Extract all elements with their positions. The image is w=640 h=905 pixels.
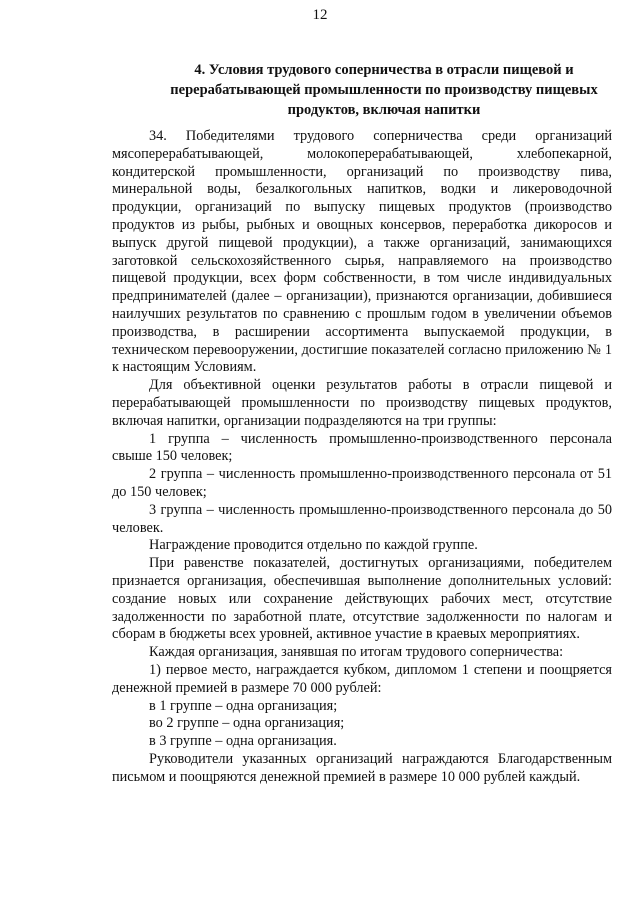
- page-number: 12: [312, 7, 328, 23]
- paragraph-groups-intro: Для объективной оценки результатов работы в отрасли пищевой и перерабатывающей промышленности по производству пищевых продуктов, включая напитки, организации подразделяются на три группы:: [112, 377, 612, 429]
- paragraph-group-3: 3 группа – численность промышленно-производственного персонала до 50 человек.: [112, 501, 612, 536]
- list-item-group-3: в 3 группе – одна организация.: [149, 733, 337, 750]
- list-item-group-2: во 2 группе – одна организация;: [149, 715, 345, 732]
- section-heading: 4. Условия трудового соперничества в отрасли пищевой и перерабатывающей промышленности по производству пищевых продуктов, включая напитки: [170, 62, 598, 118]
- list-item-group-1: в 1 группе – одна организация;: [149, 697, 338, 714]
- paragraph-tie-break: При равенстве показателей, достигнутых организациями, победителем признается организация, обеспечившая выполнение дополнительных условий: создание новых или сохранение действующих рабочих мест, отсутствие задолженности по заработной плате, отсутствие задолженности по налогам и сборам в бюджеты всех уровней, активное участие в краевых мероприятиях.: [112, 555, 612, 643]
- paragraph-group-2: 2 группа – численность промышленно-производственного персонала от 51 до 150 человек;: [112, 466, 612, 500]
- paragraph-each-organization: Каждая организация, занявшая по итогам трудового соперничества:: [149, 644, 564, 661]
- paragraph-managers-award: Руководители указанных организаций награждаются Благодарственным письмом и поощряются денежной премией в размере 10 000 рублей каждый.: [112, 750, 612, 785]
- document-body: [112, 128, 612, 786]
- paragraph-first-place: 1) первое место, награждается кубком, дипломом 1 степени и поощряется денежной премией в размере 70 000 рублей:: [112, 661, 612, 696]
- paragraph-winners-criteria: 34. Победителями трудового соперничества среди организаций мясоперерабатывающей, молокоперерабатывающей, хлебопекарной, кондитерской промышленности, организаций по производству пива, минеральной воды, безалкогольных напитков, водки и ликероводочной продукции, организаций по выпуску пищевых продуктов (производство продуктов из рыбы, рыбных и овощных консервов, переработка дикоросов и выпуск другой пищевой продукции), а также организаций, занимающихся заготовкой сельскохозяйственного сырья, направляемого на производство пищевой продукции, всех форм собственности, в том числе индивидуальных предпринимателей (далее – организации), признаются организации, добившиеся наилучших результатов по сравнению с прошлым годом в увеличении объемов производства, в расширении ассортимента выпускаемой продукции, в техническом перевооружении, достигшие показателей согласно приложению № 1 к настоящим Условиям.: [112, 128, 612, 376]
- paragraph-group-1: 1 группа – численность промышленно-производственного персонала свыше 150 человек;: [112, 430, 612, 465]
- paragraph-award-per-group: Награждение проводится отдельно по каждой группе.: [149, 537, 478, 554]
